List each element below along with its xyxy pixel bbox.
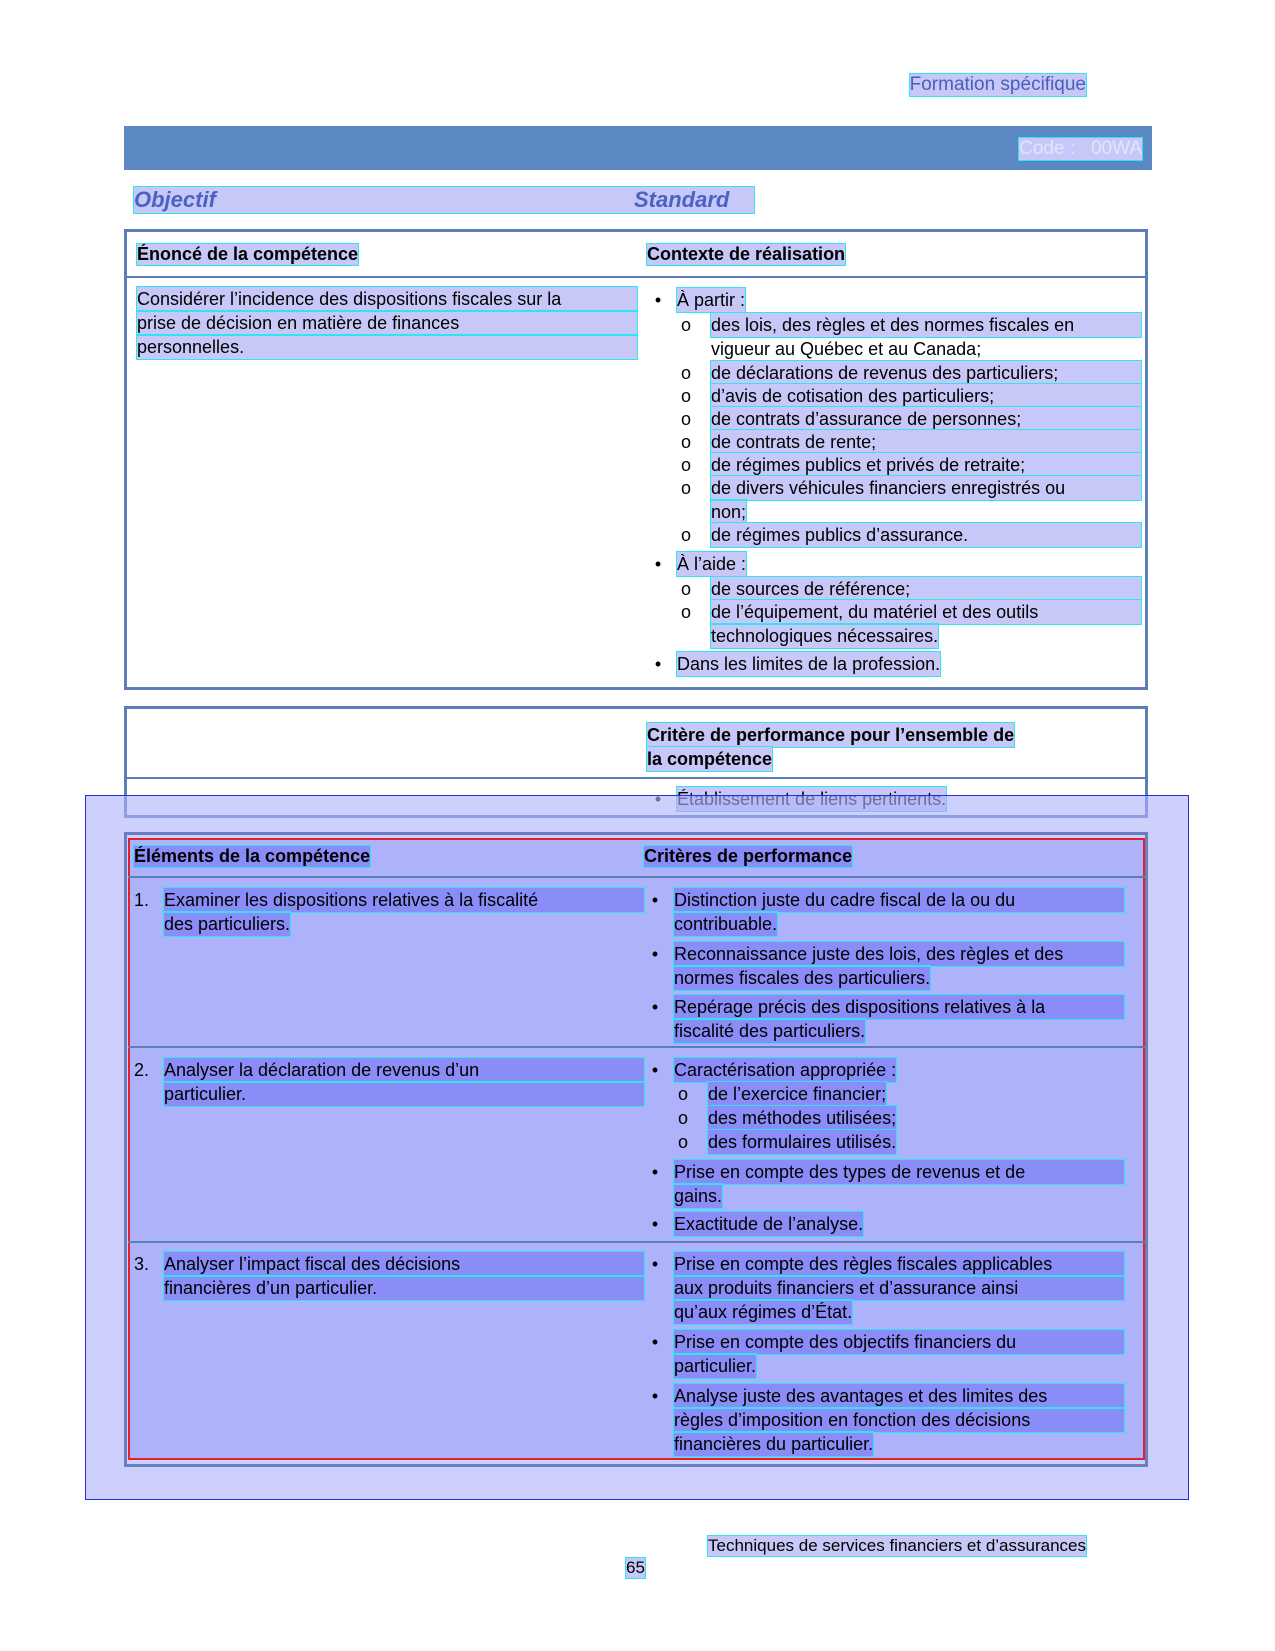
objective-heading: Objectif — [134, 187, 216, 212]
element-line: Analyser la déclaration de revenus d’un — [164, 1058, 644, 1082]
criterion-line: Prise en compte des objectifs financiers du — [674, 1330, 1124, 1354]
subitem-line: des lois, des règles et des normes fiscales en — [711, 313, 1141, 337]
criterion-line: qu’aux régimes d’État. — [674, 1302, 853, 1322]
criterion-line: Repérage précis des dispositions relatives à la — [674, 995, 1124, 1019]
subitem-line: de régimes publics d’assurance. — [711, 523, 1141, 547]
row-divider — [128, 876, 1145, 878]
criterion-line: financières du particulier. — [674, 1434, 874, 1454]
code-label — [1019, 138, 1142, 160]
section-title: Formation spécifique — [909, 74, 1086, 95]
criterion-line: Prise en compte des types de revenus et de — [674, 1160, 1124, 1184]
criterion-line: gains. — [674, 1186, 723, 1206]
row-divider — [128, 1046, 1145, 1048]
overall-criterion-header — [127, 709, 1145, 779]
program-name: Techniques de services financiers et d’assurances — [708, 1536, 1086, 1555]
sub-bullet-icon: o — [677, 1084, 688, 1104]
code-value: 00WA — [1090, 138, 1142, 159]
criterion-line: aux produits financiers et d’assurance ainsi — [674, 1276, 1124, 1300]
subitem-line: de contrats d’assurance de personnes; — [711, 407, 1141, 431]
subitem-line: de l’équipement, du matériel et des outils — [711, 600, 1141, 624]
criterion-line: Exactitude de l’analyse. — [674, 1214, 864, 1234]
criterion-line: règles d’imposition en fonction des décisions — [674, 1408, 1124, 1432]
subitem-line: de régimes publics et privés de retraite; — [711, 453, 1141, 477]
statement-line: Considérer l’incidence des dispositions fiscales sur la — [137, 287, 637, 311]
competence-table-header — [127, 232, 1145, 278]
criterion-line: Prise en compte des règles fiscales applicables — [674, 1252, 1124, 1276]
element-line: particulier. — [164, 1082, 644, 1106]
sub-bullet-icon: o — [680, 602, 691, 622]
criterion-line: Analyse juste des avantages et des limites des — [674, 1384, 1124, 1408]
competence-statement — [137, 287, 637, 359]
statement-line: personnelles. — [137, 335, 637, 359]
code-bar — [124, 126, 1152, 170]
code-prefix: Code : — [1019, 138, 1076, 159]
criterion-line: normes fiscales des particuliers. — [674, 968, 931, 988]
sub-bullet-icon: o — [677, 1108, 688, 1128]
criterion-subline: des méthodes utilisées; — [708, 1108, 897, 1128]
criterion-line: Distinction juste du cadre fiscal de la ou du — [674, 888, 1124, 912]
bullet-icon: • — [654, 554, 662, 574]
sub-bullet-icon: o — [680, 478, 691, 498]
page-number: 65 — [626, 1558, 645, 1577]
sub-bullet-icon: o — [680, 455, 691, 475]
sub-bullet-icon: o — [680, 386, 691, 406]
criterion-line: Caractérisation appropriée : — [674, 1060, 897, 1080]
subitem-line: de divers véhicules financiers enregistrés ou — [711, 476, 1141, 500]
bullet-icon: • — [651, 890, 659, 910]
subitem-line: de contrats de rente; — [711, 430, 1141, 454]
bullet-icon: • — [654, 290, 662, 310]
criteria-header: Critères de performance — [644, 846, 853, 866]
statement-line: prise de décision en matière de finances — [137, 311, 637, 335]
criterion-line: contribuable. — [674, 914, 778, 934]
subitem-line: d’avis de cotisation des particuliers; — [711, 384, 1141, 408]
overall-header-line: Critère de performance pour l’ensemble de — [647, 725, 1015, 745]
overall-header-line: la compétence — [647, 749, 773, 769]
bullet-icon: • — [651, 1254, 659, 1274]
bullet-icon: • — [651, 1386, 659, 1406]
statement-header: Énoncé de la compétence — [137, 244, 359, 264]
element-line: financières d’un particulier. — [164, 1276, 644, 1300]
standard-heading: Standard — [634, 187, 730, 212]
elements-header: Éléments de la compétence — [134, 846, 371, 866]
sub-bullet-icon: o — [680, 579, 691, 599]
subitem-line: vigueur au Québec et au Canada; — [711, 339, 982, 359]
context-label: À l’aide : — [677, 554, 747, 574]
element-number: 3. — [134, 1254, 150, 1274]
context-header: Contexte de réalisation — [647, 244, 846, 264]
bullet-icon: • — [651, 944, 659, 964]
bullet-icon: • — [651, 1332, 659, 1352]
bullet-icon: • — [654, 654, 662, 674]
element-line: des particuliers. — [164, 914, 291, 934]
criterion-line: particulier. — [674, 1356, 757, 1376]
element-line: Analyser l’impact fiscal des décisions — [164, 1252, 644, 1276]
subitem-line: de déclarations de revenus des particuliers; — [711, 361, 1141, 385]
context-label: Dans les limites de la profession. — [677, 654, 941, 674]
bullet-icon: • — [651, 1060, 659, 1080]
element-line: Examiner les dispositions relatives à la fiscalité — [164, 888, 644, 912]
sub-bullet-icon: o — [677, 1132, 688, 1152]
competence-table — [124, 229, 1148, 690]
bullet-icon: • — [651, 1162, 659, 1182]
bullet-icon: • — [651, 997, 659, 1017]
sub-bullet-icon: o — [680, 409, 691, 429]
subitem-line: technologiques nécessaires. — [711, 626, 939, 646]
element-number: 1. — [134, 890, 150, 910]
subitem-line: non; — [711, 502, 747, 522]
context-label: À partir : — [677, 290, 746, 310]
sub-bullet-icon: o — [680, 315, 691, 335]
objective-standard-row — [134, 187, 754, 213]
row-divider — [128, 1241, 1145, 1243]
criterion-line: Reconnaissance juste des lois, des règles et des — [674, 942, 1124, 966]
subitem-line: de sources de référence; — [711, 577, 1141, 601]
criterion-subline: des formulaires utilisés. — [708, 1132, 897, 1152]
sub-bullet-icon: o — [680, 363, 691, 383]
sub-bullet-icon: o — [680, 432, 691, 452]
sub-bullet-icon: o — [680, 525, 691, 545]
bullet-icon: • — [651, 1214, 659, 1234]
criterion-subline: de l’exercice financier; — [708, 1084, 887, 1104]
criterion-line: fiscalité des particuliers. — [674, 1021, 866, 1041]
element-number: 2. — [134, 1060, 150, 1080]
